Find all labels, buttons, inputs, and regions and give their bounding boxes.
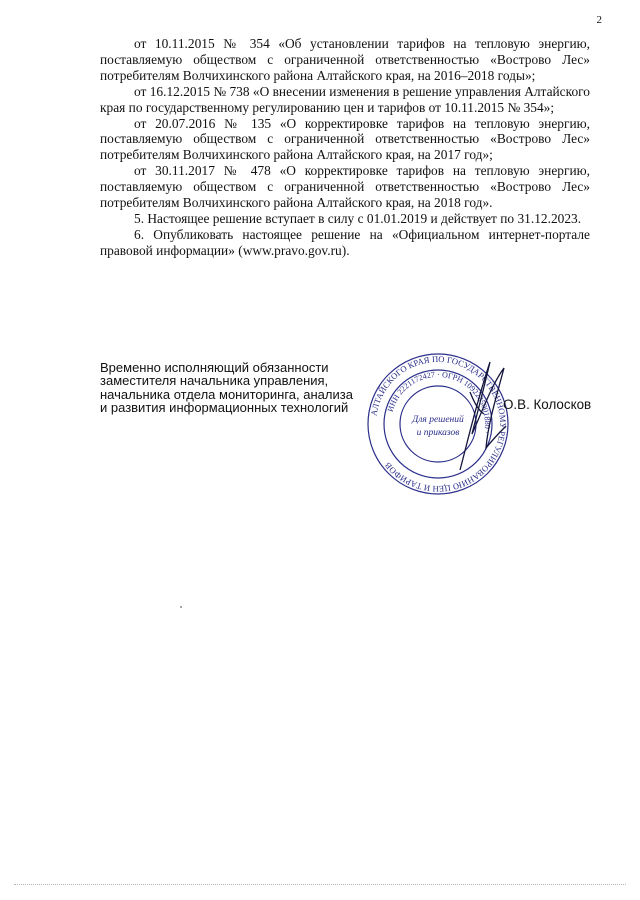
paragraph-repeal-478: от 30.11.2017 № 478 «О корректировке тарифов на тепловую энергию, поставляемую обществом с ограниченной ответственностью «Вострово Лес» потребителям Волчихинского района Алтайского края, на 2018 год». bbox=[100, 163, 590, 211]
signatory-name: О.В. Колосков bbox=[503, 397, 592, 412]
seal-center-line: Для решений bbox=[412, 415, 464, 425]
page-number: 2 bbox=[596, 14, 602, 26]
paragraph-effective-date: 5. Настоящее решение вступает в силу с 01.01.2019 и действует по 31.12.2023. bbox=[134, 210, 582, 226]
paragraph-publication: 6. Опубликовать настоящее решение на «Официальном интернет-портале правовой информации» (www.pravo.gov.ru). bbox=[100, 226, 590, 258]
seal-outer-text: АЛТАЙСКОГО КРАЯ ПО ГОСУДАРСТВЕННОМУ РЕГУЛИРОВАНИЮ ЦЕН И ТАРИФОВ bbox=[368, 353, 509, 495]
seal-center-line: и приказов bbox=[416, 428, 460, 438]
position-line: и развития информационных технологий bbox=[100, 400, 349, 416]
signatory-position bbox=[100, 361, 362, 415]
scan-speck bbox=[180, 606, 182, 608]
paragraph-repeal-135: от 20.07.2016 № 135 «О корректировке тарифов на тепловую энергию, поставляемую обществом с ограниченной ответственностью «Вострово Лес» потребителям Волчихинского района Алтайского края, на 2017 год»; bbox=[100, 115, 590, 163]
decision-body bbox=[100, 36, 590, 259]
seal-inner-text: ИНН 2221172427 · ОГРН 1092225001880 · bbox=[385, 369, 493, 435]
official-seal bbox=[364, 352, 512, 497]
position-line: заместителя начальника управления, bbox=[100, 373, 329, 389]
position-line: Временно исполняющий обязанности bbox=[100, 360, 329, 375]
page-bottom-edge bbox=[14, 884, 626, 885]
paragraph-repeal-354: от 10.11.2015 № 354 «Об установлении тарифов на тепловую энергию, поставляемую обществом с ограниченной ответственностью «Вострово Лес» потребителям Волчихинского района Алтайского края, на 2016–2018 годы»; bbox=[100, 36, 590, 83]
paragraph-repeal-738: от 16.12.2015 № 738 «О внесении изменения в решение управления Алтайского края по государственному регулированию цен и тарифов от 10.11.2015 № 354»; bbox=[100, 83, 590, 115]
position-line: начальника отдела мониторинга, анализа bbox=[100, 386, 353, 402]
